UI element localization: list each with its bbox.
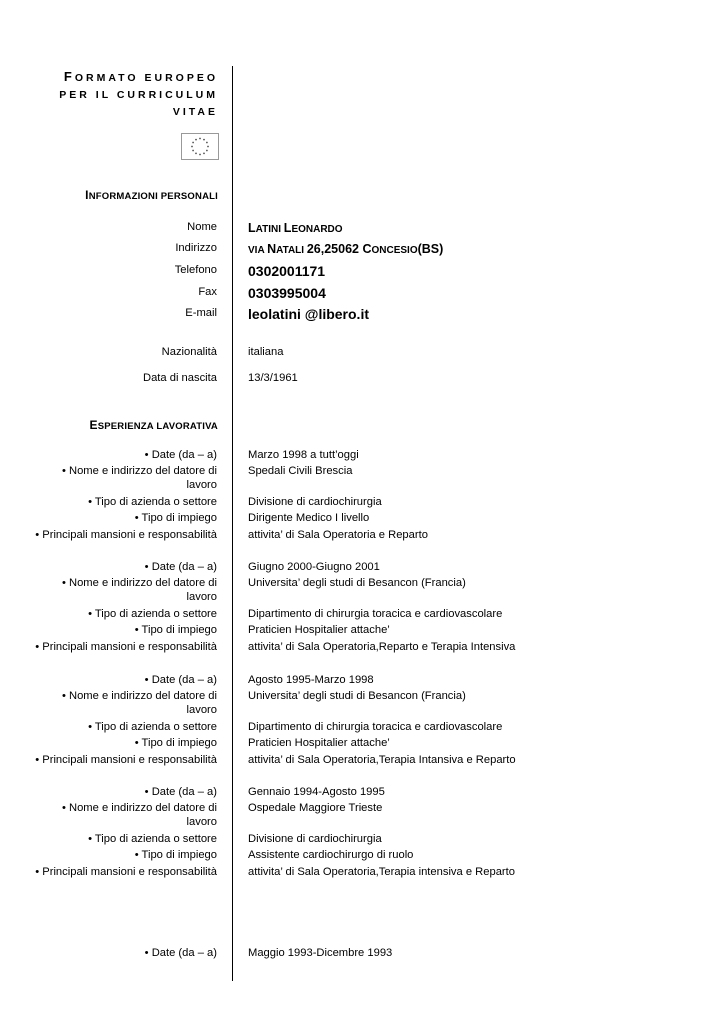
title-line-3: VITAE bbox=[172, 106, 218, 118]
cv-title bbox=[59, 68, 218, 121]
value-date: Gennaio 1994-Agosto 1995 bbox=[248, 786, 385, 798]
value-mansioni: attivita’ di Sala Operatoria,Terapia intensiva e Reparto bbox=[248, 866, 515, 878]
label-date: • Date (da – a) bbox=[144, 786, 217, 798]
label-tipo-impiego: • Tipo di impiego bbox=[134, 512, 217, 524]
vertical-divider bbox=[232, 66, 233, 981]
label-tipo-azienda: • Tipo di azienda o settore bbox=[88, 721, 217, 733]
value-tipo-azienda: Dipartimento di chirurgia toracica e cardiovascolare bbox=[248, 608, 503, 620]
label-tipo-impiego: • Tipo di impiego bbox=[134, 849, 217, 861]
label-email: E-mail bbox=[185, 307, 217, 319]
label-date: • Date (da – a) bbox=[144, 561, 217, 573]
value-datore: Ospedale Maggiore Trieste bbox=[248, 802, 383, 814]
label-mansioni: • Principali mansioni e responsabilità bbox=[35, 754, 217, 766]
label-tipo-azienda: • Tipo di azienda o settore bbox=[88, 833, 217, 845]
label-datore: • Nome e indirizzo del datore di bbox=[61, 690, 217, 702]
value-tipo-impiego: Praticien Hospitalier attache’ bbox=[248, 737, 390, 749]
value-mansioni: attivita’ di Sala Operatoria,Reparto e Terapia Intensiva bbox=[248, 641, 516, 653]
value-tipo-impiego: Assistente cardiochirurgo di ruolo bbox=[248, 849, 414, 861]
label-tipo-impiego: • Tipo di impiego bbox=[134, 624, 217, 636]
label-mansioni: • Principali mansioni e responsabilità bbox=[35, 641, 217, 653]
value-date: Giugno 2000-Giugno 2001 bbox=[248, 561, 380, 573]
value-tipo-impiego: Dirigente Medico I livello bbox=[248, 512, 370, 524]
title-line-2: PER IL CURRICULUM bbox=[59, 89, 218, 101]
value-telefono: 0302001171 bbox=[248, 263, 326, 279]
value-data-nascita: 13/3/1961 bbox=[248, 372, 298, 384]
value-datore: Universita’ degli studi di Besancon (Francia) bbox=[248, 577, 466, 589]
label-data-nascita: Data di nascita bbox=[142, 372, 217, 384]
value-fax: 0303995004 bbox=[248, 285, 326, 301]
label-date: • Date (da – a) bbox=[144, 674, 217, 686]
label-fax: Fax bbox=[198, 286, 217, 298]
value-email: leolatini @libero.it bbox=[248, 306, 369, 322]
value-nazionalita: italiana bbox=[248, 346, 284, 358]
label-datore-cont: lavoro bbox=[186, 704, 217, 716]
label-nome: Nome bbox=[187, 221, 217, 233]
value-tipo-azienda: Divisione di cardiochirurgia bbox=[248, 833, 382, 845]
title-line-1: FORMATO EUROPEO bbox=[63, 69, 218, 84]
label-datore: • Nome e indirizzo del datore di bbox=[61, 802, 217, 814]
value-mansioni: attivita’ di Sala Operatoria e Reparto bbox=[248, 529, 428, 541]
value-date: Marzo 1998 a tutt’oggi bbox=[248, 449, 359, 461]
label-datore: • Nome e indirizzo del datore di bbox=[61, 465, 217, 477]
label-tipo-impiego: • Tipo di impiego bbox=[134, 737, 217, 749]
value-tipo-azienda: Divisione di cardiochirurgia bbox=[248, 496, 382, 508]
label-mansioni: • Principali mansioni e responsabilità bbox=[35, 866, 217, 878]
label-telefono: Telefono bbox=[174, 264, 217, 276]
label-date: • Date (da – a) bbox=[144, 947, 217, 959]
label-date: • Date (da – a) bbox=[144, 449, 217, 461]
label-mansioni: • Principali mansioni e responsabilità bbox=[35, 529, 217, 541]
value-datore: Spedali Civili Brescia bbox=[248, 465, 353, 477]
value-datore: Universita’ degli studi di Besancon (Francia) bbox=[248, 690, 466, 702]
value-nome: LATINI LEONARDO bbox=[248, 221, 343, 235]
label-tipo-azienda: • Tipo di azienda o settore bbox=[88, 496, 217, 508]
label-datore-cont: lavoro bbox=[186, 591, 217, 603]
value-date: Agosto 1995-Marzo 1998 bbox=[248, 674, 374, 686]
label-nazionalita: Nazionalità bbox=[161, 346, 217, 358]
value-tipo-azienda: Dipartimento di chirurgia toracica e cardiovascolare bbox=[248, 721, 503, 733]
value-tipo-impiego: Praticien Hospitalier attache’ bbox=[248, 624, 390, 636]
label-datore-cont: lavoro bbox=[186, 479, 217, 491]
value-date: Maggio 1993-Dicembre 1993 bbox=[248, 947, 393, 959]
label-datore-cont: lavoro bbox=[186, 816, 217, 828]
label-indirizzo: Indirizzo bbox=[175, 242, 217, 254]
value-indirizzo: VIA NATALI 26,25062 CONCESIO(BS) bbox=[248, 242, 444, 256]
label-tipo-azienda: • Tipo di azienda o settore bbox=[88, 608, 217, 620]
label-datore: • Nome e indirizzo del datore di bbox=[61, 577, 217, 589]
section-work-experience: ESPERIENZA LAVORATIVA bbox=[89, 418, 218, 432]
eu-flag-icon bbox=[181, 133, 219, 160]
section-personal-info: INFORMAZIONI PERSONALI bbox=[85, 188, 218, 202]
value-mansioni: attivita’ di Sala Operatoria,Terapia Intansiva e Reparto bbox=[248, 754, 516, 766]
